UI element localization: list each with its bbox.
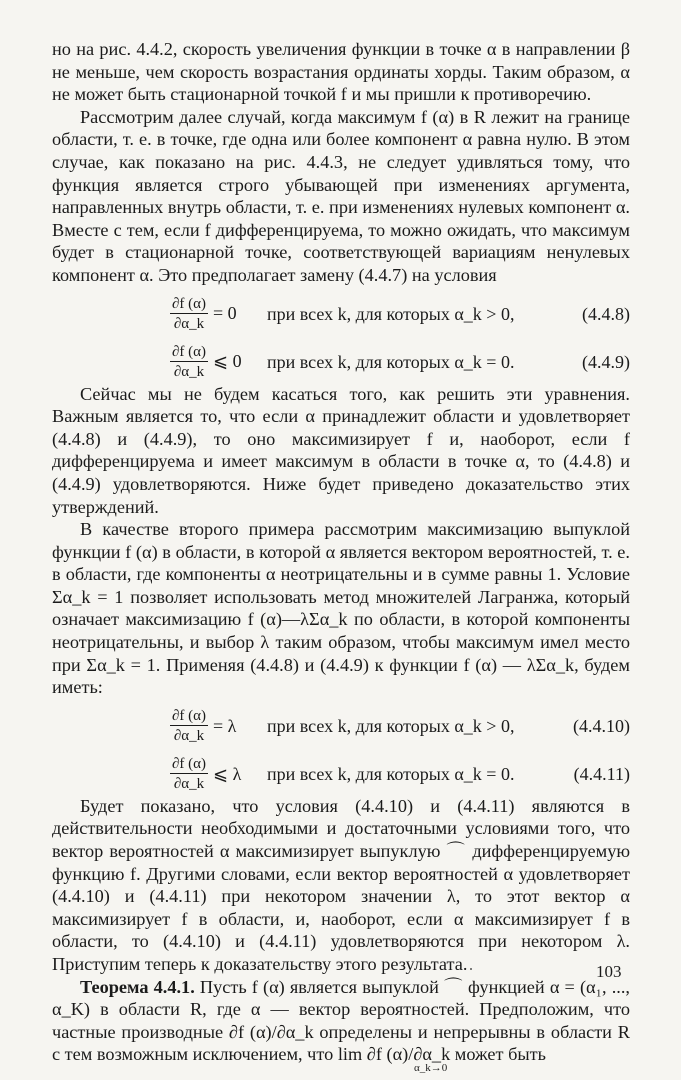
equation-condition: при всех k, для которых α_k = 0.	[267, 763, 515, 784]
equation-4-4-11	[52, 753, 630, 795]
equation-number: (4.4.9)	[582, 351, 630, 372]
equation-number: (4.4.8)	[582, 303, 630, 324]
fraction-denominator: ∂α_k	[173, 727, 205, 744]
fraction-denominator: ∂α_k	[173, 363, 205, 380]
fraction	[170, 708, 208, 744]
fraction	[170, 296, 208, 332]
equation-relation: = λ	[213, 715, 237, 736]
equation-number: (4.4.10)	[573, 715, 630, 736]
fraction	[170, 344, 208, 380]
theorem-heading: Теорема 4.4.1.	[80, 976, 195, 997]
print-speck	[470, 968, 472, 970]
equation-4-4-10	[52, 705, 630, 747]
page-body	[52, 38, 630, 1080]
equation-condition: при всех k, для которых α_k = 0.	[267, 351, 515, 372]
equation-relation: = 0	[213, 303, 237, 324]
paragraph-boundary-case: Рассмотрим далее случай, когда максимум f (α) в R лежит на границе области, т. е. в точке, где одна или более компонент α равна нулю. В этом случае, как показано на рис. 4.4.3, не следует удивляться тому, что функция является строго убывающей при изменениях аргумента, направленных внутрь области, т. е. при изменениях нулевых компонент α. Вместе с тем, если f дифференцируема, то можно ожидать, что максимум будет в стационарной точке, соответствующей вариациям ненулевых компонент α. Это предполагает замену (4.4.7) на условия	[52, 106, 630, 285]
limit-subscript: α_k→0	[414, 1061, 448, 1074]
fraction-numerator: ∂f (α)	[172, 755, 207, 772]
equation-4-4-9	[52, 341, 630, 383]
theorem-text: Пусть f (α) является выпуклой ⌒ функцией α = (α₁, ..., α_K) в области R, где α — вектор вероятностей. Предположим, что частные производные ∂f (α)/∂α_k определены и непрерывны в области R с тем возможным исключением, что lim ∂f (α)/∂α_k может быть	[52, 976, 630, 1065]
equation-4-4-8	[52, 293, 630, 335]
page-number: 103	[596, 962, 622, 981]
fraction-numerator: ∂f (α)	[172, 343, 207, 360]
equation-relation: ⩽ λ	[213, 763, 242, 784]
fraction-numerator: ∂f (α)	[172, 707, 207, 724]
equation-number: (4.4.11)	[573, 763, 630, 784]
paragraph-theorem	[52, 976, 630, 1066]
fraction-denominator: ∂α_k	[173, 775, 205, 792]
paragraph-continuation: но на рис. 4.4.2, скорость увеличения функции в точке α в направлении β не меньше, чем скорость возрастания ординаты хорды. Таким образом, α не может быть стационарной точкой f и мы пришли к противоречию.	[52, 39, 630, 105]
paragraph-necessity: Будет показано, что условия (4.4.10) и (4.4.11) являются в действительности необходимыми и достаточными условиями того, что вектор вероятностей α максимизирует выпуклую ⌒ дифференцируемую функцию f. Другими словами, если вектор вероятностей α удовлетворяет (4.4.10) и (4.4.11) при некотором значении λ, то этот вектор α максимизирует f в области, и, наоборот, если α максимизирует f в области, то (4.4.10) и (4.4.11) удовлетворяются при некотором λ. Приступим теперь к доказательству этого результата.	[52, 795, 630, 974]
paragraph-remark: Сейчас мы не будем касаться того, как решить эти уравнения. Важным является то, что если α принадлежит области и удовлетворяет (4.4.8) и (4.4.9), то оно максимизирует f и, наоборот, если f дифференцируема и имеет максимум в области в точке α, то (4.4.8) и (4.4.9) удовлетворяются. Ниже будет приведено доказательство этих утверждений.	[52, 383, 630, 517]
paragraph-second-example: В качестве второго примера рассмотрим максимизацию выпуклой функции f (α) в области, в которой α является вектором вероятностей, т. е. в области, где компоненты α неотрицательны и в сумме равны 1. Условие Σα_k = 1 позволяет использовать метод множителей Лагранжа, который означает максимизацию f (α)—λΣα_k по области, в которой компоненты неотрицательны, и выбор λ таким образом, чтобы максимум имел место при Σα_k = 1. Применяя (4.4.8) и (4.4.9) к функции f (α) — λΣα_k, будем иметь:	[52, 519, 630, 698]
equation-condition: при всех k, для которых α_k > 0,	[267, 303, 515, 324]
equation-relation: ⩽ 0	[213, 351, 242, 372]
limit-subscript-row	[52, 1061, 630, 1080]
fraction-denominator: ∂α_k	[173, 315, 205, 332]
equation-condition: при всех k, для которых α_k > 0,	[267, 715, 515, 736]
fraction	[170, 756, 208, 792]
fraction-numerator: ∂f (α)	[172, 295, 207, 312]
